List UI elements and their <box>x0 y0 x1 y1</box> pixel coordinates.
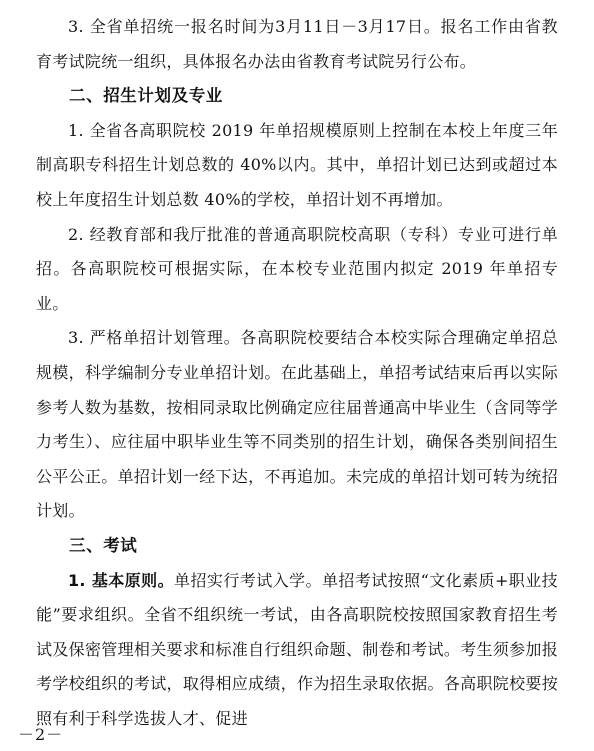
document-page <box>36 10 558 736</box>
paragraph-exam-1-lead: 1. 基本原则。 <box>68 570 175 590</box>
section-heading-plan: 二、招生计划及专业 <box>69 86 223 106</box>
paragraph-plan-3: 3. 严格单招计划管理。各高职院校要结合本校实际合理确定单招总规模，科学编制分专业单招计划。在此基础上，单招考试结束后再以实际参考人数为基数，按相同录取比例确定应往届普通高中毕业生（含同等学力考生）、应往届中职毕业生等不同类别的招生计划，确保各类别间招生公平公正。单招计划一经下达，不再追加。未完成的单招计划可转为统招计划。 <box>36 328 558 521</box>
paragraph-exam-1-body: 单招实行考试入学。单招考试按照“文化素质+职业技能”要求组织。全省不组织统一考试，由各高职院校按照国家教育招生考试及保密管理相关要求和标准自行组织命题、制卷和考试。考生须参加报考学校组织的考试，取得相应成绩，作为招生录取依据。各高职院校要按照有利于科学选拔人才、促进 <box>36 570 558 728</box>
section-heading-exam: 三、考试 <box>69 535 138 555</box>
paragraph-exam-1 <box>36 564 558 737</box>
paragraph-registration: 3. 全省单招统一报名时间为3月11日－3月17日。报名工作由省教育考试院统一组织，具体报名办法由省教育考试院另行公布。 <box>36 17 558 71</box>
paragraph-plan-2: 2. 经教育部和我厅批准的普通高职院校高职（专科）专业可进行单招。各高职院校可根据实际，在本校专业范围内拟定 2019 年单招专业。 <box>36 224 558 313</box>
paragraph-plan-1: 1. 全省各高职院校 2019 年单招规模原则上控制在本校上年度三年制高职专科招生计划总数的 40%以内。其中，单招计划已达到或超过本校上年度招生计划总数 40%的学校，单招计划不再增加。 <box>36 120 558 209</box>
page-number: －2－ <box>18 725 64 744</box>
